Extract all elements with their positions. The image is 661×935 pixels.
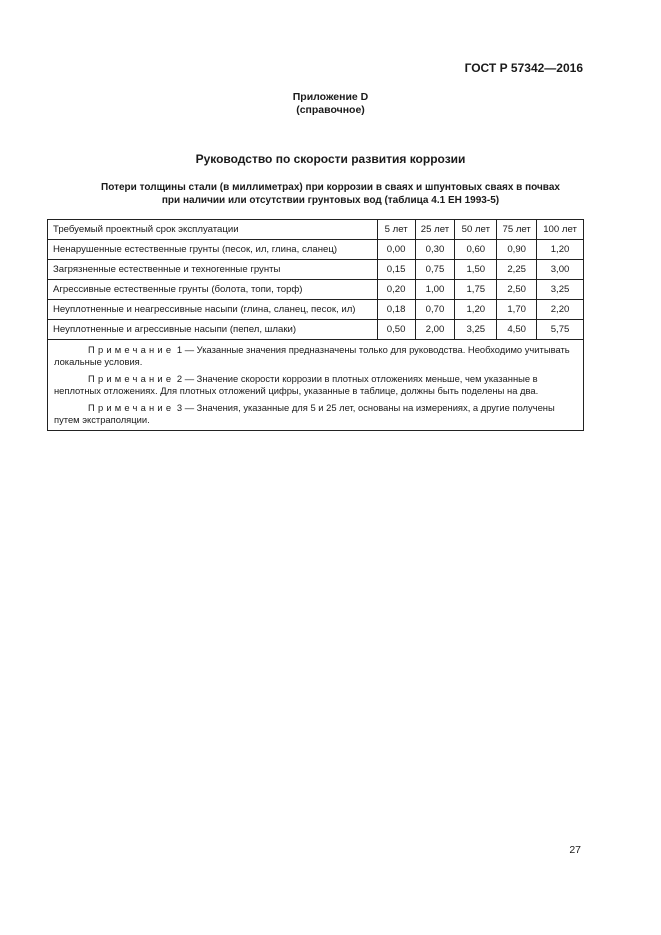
table-note	[54, 344, 577, 369]
row-label: Агрессивные естественные грунты (болота, топи, торф)	[48, 280, 378, 300]
table-caption-line-1: Потери толщины стали (в миллиметрах) при коррозии в сваях и шпунтовых сваях в почвах	[101, 182, 560, 193]
note-text: 2 — Значение скорости коррозии в плотных отложениях меньше, чем указанные в неплотных отложениях. Для плотных отложений цифры, указанные в таблице, должны быть поделены на два.	[54, 372, 539, 397]
table-row	[48, 280, 584, 300]
table-cell: 1,00	[415, 280, 455, 300]
table-cell: 1,50	[455, 260, 497, 280]
table-cell: 1,20	[537, 240, 584, 260]
annex-subtitle: (справочное)	[296, 104, 365, 116]
table-row	[48, 260, 584, 280]
table-cell: 3,25	[537, 280, 584, 300]
note-lead: Примечание	[88, 372, 175, 384]
table-cell: 0,60	[455, 240, 497, 260]
header-cell: 25 лет	[415, 220, 455, 240]
table-row	[48, 300, 584, 320]
table-cell: 0,15	[377, 260, 415, 280]
table-cell: 3,25	[455, 320, 497, 340]
row-label: Неуплотненные и неагрессивные насыпи (глина, сланец, песок, ил)	[48, 300, 378, 320]
section-title: Руководство по скорости развития коррозии	[195, 152, 466, 166]
table-caption-line-2: при наличии или отсутствии грунтовых вод (таблица 4.1 ЕН 1993-5)	[161, 194, 500, 206]
row-label: Загрязненные естественные и техногенные грунты	[48, 260, 378, 280]
row-label: Ненарушенные естественные грунты (песок, ил, глина, сланец)	[48, 240, 378, 260]
document-code: ГОСТ Р 57342—2016	[464, 61, 583, 75]
annex-title: Приложение D	[292, 91, 369, 103]
table-cell: 0,75	[415, 260, 455, 280]
table-cell: 2,50	[497, 280, 537, 300]
table-cell: 3,00	[537, 260, 584, 280]
row-label: Неуплотненные и агрессивные насыпи (пепел, шлаки)	[48, 320, 378, 340]
note-lead: Примечание	[88, 401, 175, 413]
table-cell: 2,25	[497, 260, 537, 280]
table-cell: 1,75	[455, 280, 497, 300]
table-caption	[60, 182, 601, 207]
table-row	[48, 240, 584, 260]
table-cell: 0,70	[415, 300, 455, 320]
note-text: 3 — Значения, указанные для 5 и 25 лет, основаны на измерениях, а другие получены путем экстраполяции.	[54, 401, 555, 426]
header-cell: 100 лет	[537, 220, 584, 240]
table-note	[54, 373, 577, 398]
table-cell: 0,20	[377, 280, 415, 300]
table-cell: 4,50	[497, 320, 537, 340]
note-text: 1 — Указанные значения предназначены только для руководства. Необходимо учитывать локальные условия.	[54, 344, 570, 368]
header-cell: 75 лет	[497, 220, 537, 240]
header-cell: 5 лет	[377, 220, 415, 240]
annex-heading	[0, 91, 661, 117]
table-note	[54, 402, 577, 427]
page-number: 27	[569, 844, 581, 856]
table-row	[48, 320, 584, 340]
table-cell: 1,70	[497, 300, 537, 320]
notes-cell	[48, 340, 584, 431]
table-cell: 2,00	[415, 320, 455, 340]
header-cell: 50 лет	[455, 220, 497, 240]
table-cell: 5,75	[537, 320, 584, 340]
table-header-row	[48, 220, 584, 240]
header-cell: Требуемый проектный срок эксплуатации	[48, 220, 378, 240]
table-cell: 0,30	[415, 240, 455, 260]
table-cell: 0,90	[497, 240, 537, 260]
table-cell: 1,20	[455, 300, 497, 320]
corrosion-table	[47, 219, 584, 431]
table-cell: 0,50	[377, 320, 415, 340]
table-cell: 0,18	[377, 300, 415, 320]
table-notes-row	[48, 340, 584, 431]
table-cell: 0,00	[377, 240, 415, 260]
note-lead: Примечание	[88, 344, 175, 355]
table-cell: 2,20	[537, 300, 584, 320]
